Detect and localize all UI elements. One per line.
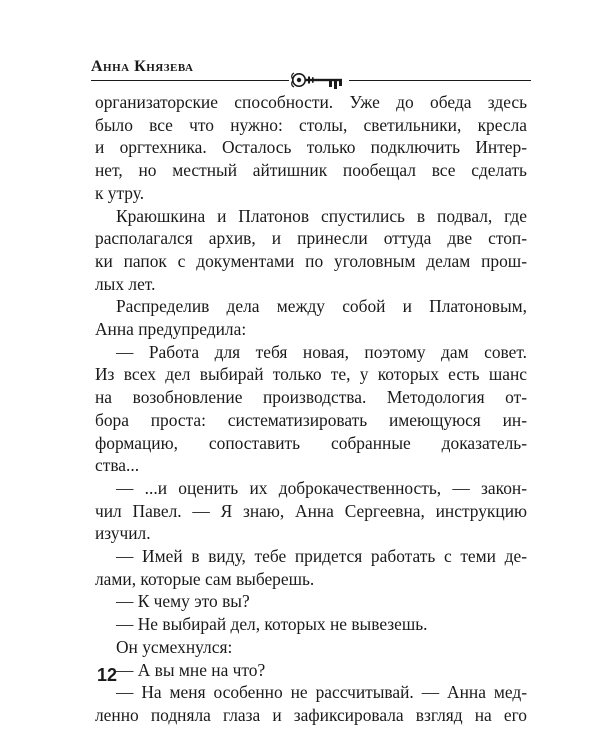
page-body <box>95 91 527 727</box>
text-line: к утру. <box>95 182 145 203</box>
text-line: на возобновление производства. Методология от- <box>95 387 527 408</box>
text-line: располагался архив, и принесли оттуда две стоп- <box>95 228 527 249</box>
paragraph <box>95 613 527 636</box>
text-line: — Имей в виду, тебе придется работать с теми де- <box>116 546 527 567</box>
paragraph <box>95 659 527 682</box>
author-name: Анна Князева <box>91 58 194 75</box>
paragraph <box>95 636 527 659</box>
key-ornament-icon <box>289 68 349 92</box>
text-line: — ...и оценить их доброкачественность, — закон- <box>116 477 527 498</box>
paragraph <box>95 91 527 205</box>
paragraph <box>95 295 527 340</box>
text-line: — А вы мне на что? <box>116 659 266 680</box>
paragraph <box>95 681 527 726</box>
text-line: Краюшкина и Платонов спустились в подвал, где <box>116 205 527 226</box>
page-number: 12 <box>97 665 118 685</box>
text-line: организаторские способности. Уже до обеда здесь <box>95 92 527 112</box>
text-line: Распределив дела между собой и Платоновым, <box>116 296 527 317</box>
text-line: Анна предупредила: <box>95 319 247 340</box>
text-line: нет, но местный айтишник пообещал все сделать <box>95 160 527 181</box>
text-line: было все что нужно: столы, светильники, кресла <box>95 114 527 135</box>
text-line: ства... <box>95 455 140 476</box>
text-line: и оргтехника. Осталось только подключить Интер- <box>95 137 527 158</box>
text-line: — К чему это вы? <box>116 591 250 612</box>
text-line: — Не выбирай дел, которых не вывезешь. <box>116 614 428 635</box>
text-line: ки папок с документами по уголовным делам прош- <box>95 250 527 271</box>
paragraph <box>95 477 527 545</box>
paragraph <box>95 545 527 590</box>
paragraph <box>95 341 527 477</box>
text-line: — Работа для тебя новая, поэтому дам совет. <box>116 341 527 362</box>
text-line: изучил. <box>95 523 151 544</box>
text-line: ленно подняла глаза и зафиксировала взгляд на его <box>95 704 527 725</box>
text-line: чил Павел. — Я знаю, Анна Сергеевна, инструкцию <box>95 500 527 521</box>
text-line: — На меня особенно не рассчитывай. — Анна мед- <box>116 682 527 703</box>
text-line: формацию, сопоставить собранные доказатель- <box>95 432 527 453</box>
running-header <box>91 52 531 96</box>
text-line: лами, которые сам выберешь. <box>95 568 315 589</box>
text-line: бора проста: систематизировать имеющуюся ин- <box>95 409 527 430</box>
text-line: лых лет. <box>95 273 156 294</box>
text-line: Он усмехнулся: <box>116 636 233 657</box>
paragraph <box>95 205 527 296</box>
paragraph <box>95 590 527 613</box>
text-line: Из всех дел выбирай только те, у которых есть шанс <box>95 364 527 385</box>
